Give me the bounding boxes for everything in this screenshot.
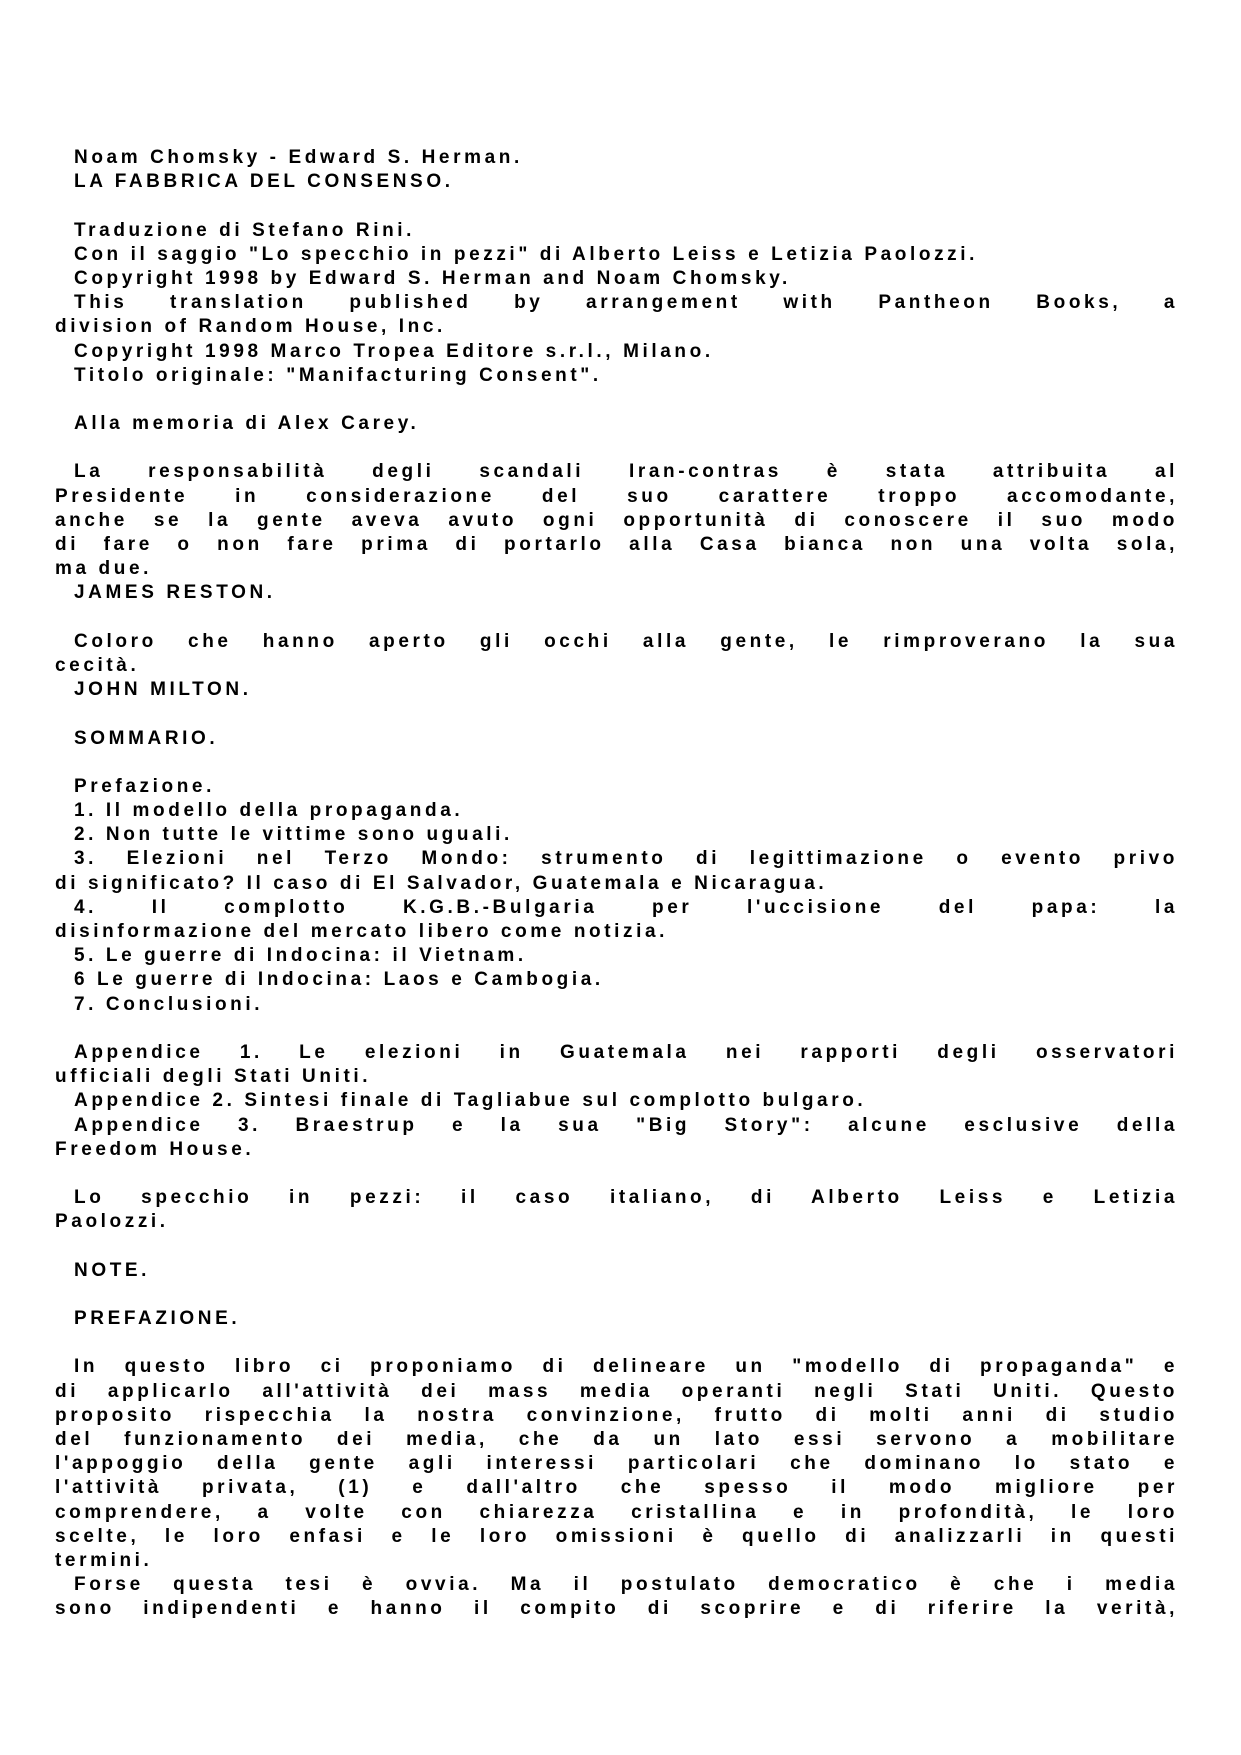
epigraph-line: ma due. [55,558,152,580]
contents-essay: Lo specchio in pezzi: il caso italiano, di Alberto Leiss e Letizia [74,1187,1178,1209]
translation-credit: Traduzione di Stefano Rini. [74,219,416,241]
spacer [55,436,1178,460]
contents-notes: NOTE. [74,1259,151,1281]
book-title: LA FABBRICA DEL CONSENSO. [74,171,454,193]
contents-chapter: 1. Il modello della propaganda. [74,800,464,822]
spacer [55,1283,1178,1307]
preface-line: di applicarlo all'attività dei mass media operanti negli Stati Uniti. Questo [55,1380,1178,1402]
spacer [55,194,1178,218]
spacer [55,751,1178,775]
arrangement-line: division of Random House, Inc. [55,316,446,338]
preface-line: Forse questa tesi è ovvia. Ma il postulato democratico è che i media [74,1574,1178,1596]
dedication: Alla memoria di Alex Carey. [74,413,420,435]
contents-chapter: 2. Non tutte le vittime sono uguali. [74,824,513,846]
preface-line: sono indipendenti e hanno il compito di scoprire e di riferire la verità, [55,1598,1178,1620]
contents-appendix: Appendice 2. Sintesi finale di Tagliabue sul complotto bulgaro. [74,1090,867,1112]
spacer [55,702,1178,726]
preface-line: l'appoggio della gente agli interessi particolari che dominano lo stato e [55,1453,1178,1475]
epigraph-line: Presidente in considerazione del suo carattere troppo accomodante, [55,485,1178,507]
spacer [55,1017,1178,1041]
contents-chapter: di significato? Il caso di El Salvador, Guatemala e Nicaragua. [55,872,828,894]
spacer [55,1331,1178,1355]
spacer [55,388,1178,412]
copyright-publisher: Copyright 1998 Marco Tropea Editore s.r.l., Milano. [74,340,714,362]
epigraph-line: cecità. [55,654,140,676]
contents-chapter: 7. Conclusioni. [74,993,264,1015]
contents-essay: Paolozzi. [55,1211,169,1233]
contents-chapter: 6 Le guerre di Indocina: Laos e Cambogia. [74,969,604,991]
preface-line: l'attività privata, (1) e dall'altro che spesso il modo migliore per [55,1477,1178,1499]
preface-line: comprendere, a volte con chiarezza cristallina e in profondità, le loro [55,1501,1178,1523]
preface-line: scelte, le loro enfasi e le loro omissioni è quello di analizzarli in questi [55,1525,1178,1547]
contents-chapter: 4. Il complotto K.G.B.-Bulgaria per l'uccisione del papa: la [74,896,1178,918]
preface-line: In questo libro ci proponiamo di delineare un "modello di propaganda" e [74,1356,1178,1378]
preface-heading: PREFAZIONE. [74,1308,241,1329]
contents-appendix: ufficiali degli Stati Uniti. [55,1066,372,1088]
preface-line: proposito rispecchia la nostra convinzione, frutto di molti anni di studio [55,1404,1178,1426]
original-title: Titolo originale: "Manifacturing Consent". [74,364,602,386]
epigraph-author: JAMES RESTON. [74,582,276,604]
authors-line: Noam Chomsky - Edward S. Herman. [74,147,523,168]
spacer [55,1234,1178,1258]
spacer [55,606,1178,630]
essay-credit: Con il saggio "Lo specchio in pezzi" di Alberto Leiss e Letizia Paolozzi. [74,243,979,265]
contents-appendix: Appendice 1. Le elezioni in Guatemala nei rapporti degli osservatori [74,1041,1178,1063]
epigraph-line: Coloro che hanno aperto gli occhi alla gente, le rimproverano la sua [74,630,1178,652]
spacer [55,1162,1178,1186]
epigraph-line: di fare o non fare prima di portarlo alla Casa bianca non una volta sola, [55,534,1178,555]
epigraph-line: anche se la gente aveva avuto ogni opportunità di conoscere il suo modo [55,509,1178,531]
contents-chapter: 3. Elezioni nel Terzo Mondo: strumento di legittimazione o evento privo [74,848,1178,870]
copyright-authors: Copyright 1998 by Edward S. Herman and Noam Chomsky. [74,267,791,289]
document-page [55,146,1178,1621]
contents-heading: SOMMARIO. [74,727,219,749]
arrangement-line: This translation published by arrangement with Pantheon Books, a [74,292,1178,314]
epigraph-line: La responsabilità degli scandali Iran-contras è stata attribuita al [74,461,1178,483]
contents-preface: Prefazione. [74,775,215,797]
contents-appendix: Appendice 3. Braestrup e la sua "Big Story": alcune esclusive della [74,1114,1178,1136]
contents-chapter: disinformazione del mercato libero come notizia. [55,921,669,942]
preface-line: termini. [55,1549,153,1571]
contents-appendix: Freedom House. [55,1138,255,1160]
contents-chapter: 5. Le guerre di Indocina: il Vietnam. [74,945,527,967]
preface-line: del funzionamento dei media, che da un lato essi servono a mobilitare [55,1428,1178,1450]
epigraph-author: JOHN MILTON. [74,679,252,701]
